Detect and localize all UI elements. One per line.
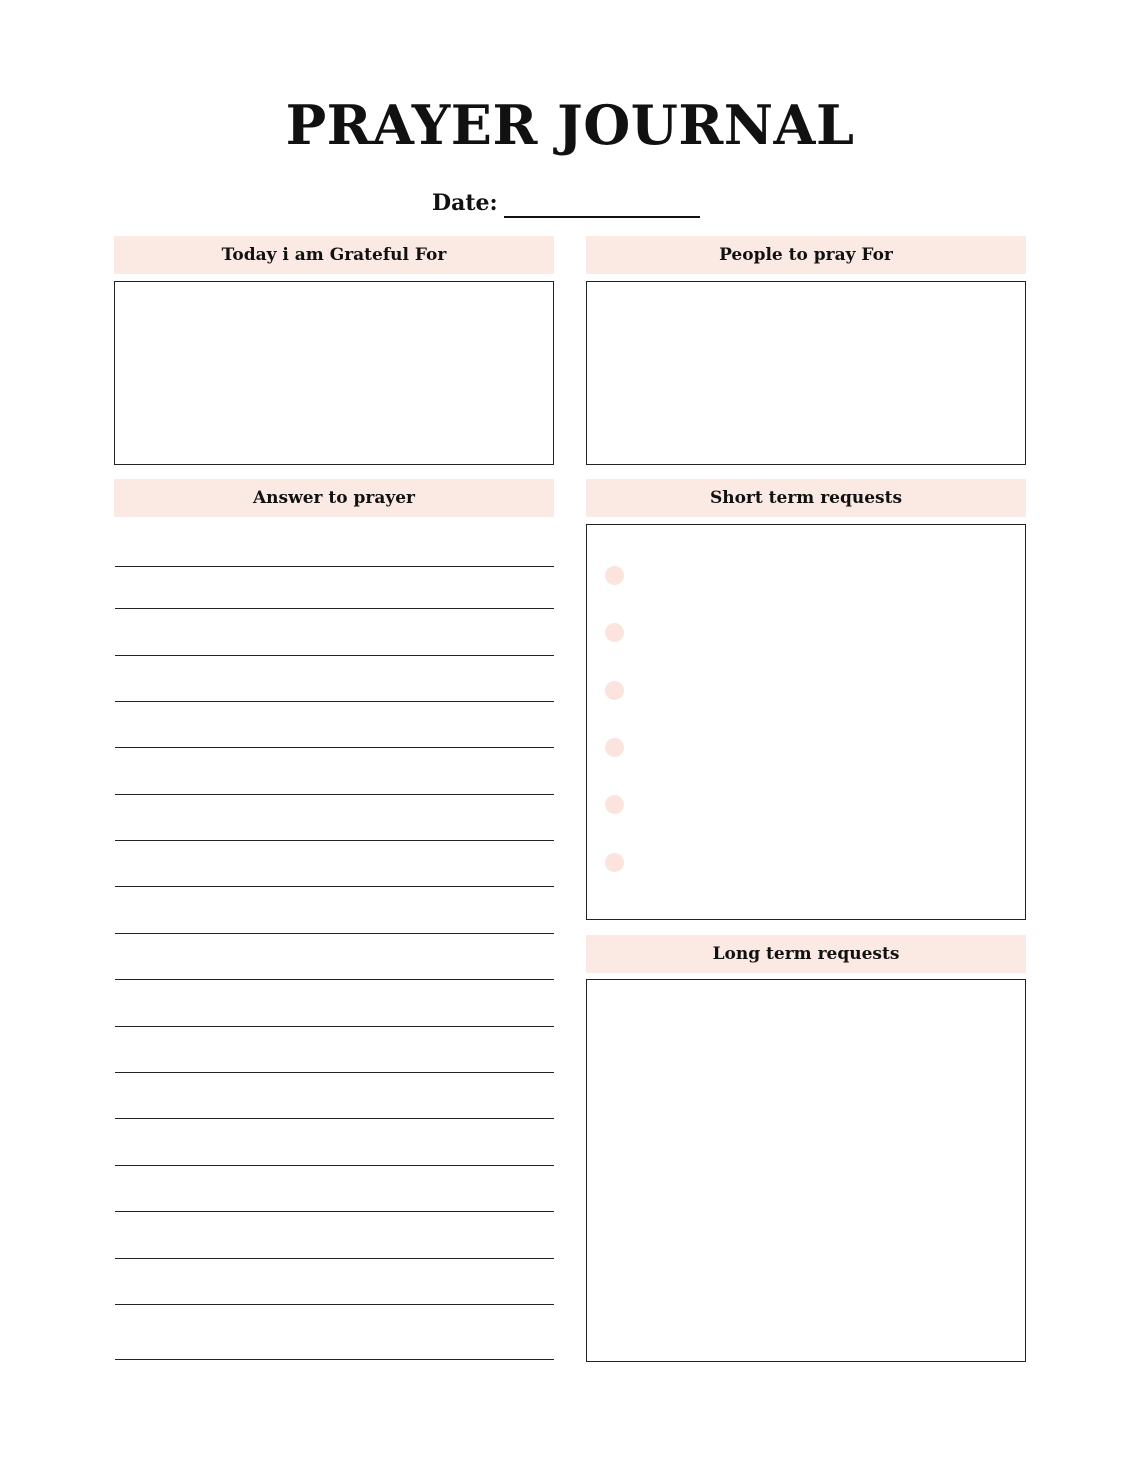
answer-line[interactable] (115, 608, 554, 609)
short-term-header: Short term requests (586, 479, 1026, 517)
page-title: PRAYER JOURNAL (285, 93, 855, 157)
answer-line[interactable] (115, 566, 554, 567)
answer-line[interactable] (115, 1165, 554, 1166)
bullet-dot (605, 681, 624, 700)
answer-line[interactable] (115, 1258, 554, 1259)
bullet-dot (605, 795, 624, 814)
long-term-header: Long term requests (586, 935, 1026, 973)
answer-line[interactable] (115, 886, 554, 887)
date-label: Date: (432, 190, 498, 216)
answer-line[interactable] (115, 794, 554, 795)
answer-header: Answer to prayer (114, 479, 554, 517)
answer-line[interactable] (115, 979, 554, 980)
answer-line[interactable] (115, 1359, 554, 1360)
answer-line[interactable] (115, 1026, 554, 1027)
bullet-dot (605, 566, 624, 585)
answer-line[interactable] (115, 1211, 554, 1212)
answer-line[interactable] (115, 933, 554, 934)
grateful-header: Today i am Grateful For (114, 236, 554, 274)
answer-line[interactable] (115, 840, 554, 841)
answer-line[interactable] (115, 747, 554, 748)
bullet-dot (605, 738, 624, 757)
people-box[interactable] (586, 281, 1026, 465)
long-term-box[interactable] (586, 979, 1026, 1362)
answer-line[interactable] (115, 1072, 554, 1073)
date-write-line[interactable] (504, 194, 700, 218)
people-header: People to pray For (586, 236, 1026, 274)
date-field (432, 186, 700, 218)
answer-line[interactable] (115, 1304, 554, 1305)
short-term-box[interactable] (586, 524, 1026, 920)
bullet-dot (605, 853, 624, 872)
answer-line[interactable] (115, 655, 554, 656)
answer-line[interactable] (115, 701, 554, 702)
grateful-box[interactable] (114, 281, 554, 465)
answer-line[interactable] (115, 1118, 554, 1119)
bullet-dot (605, 623, 624, 642)
